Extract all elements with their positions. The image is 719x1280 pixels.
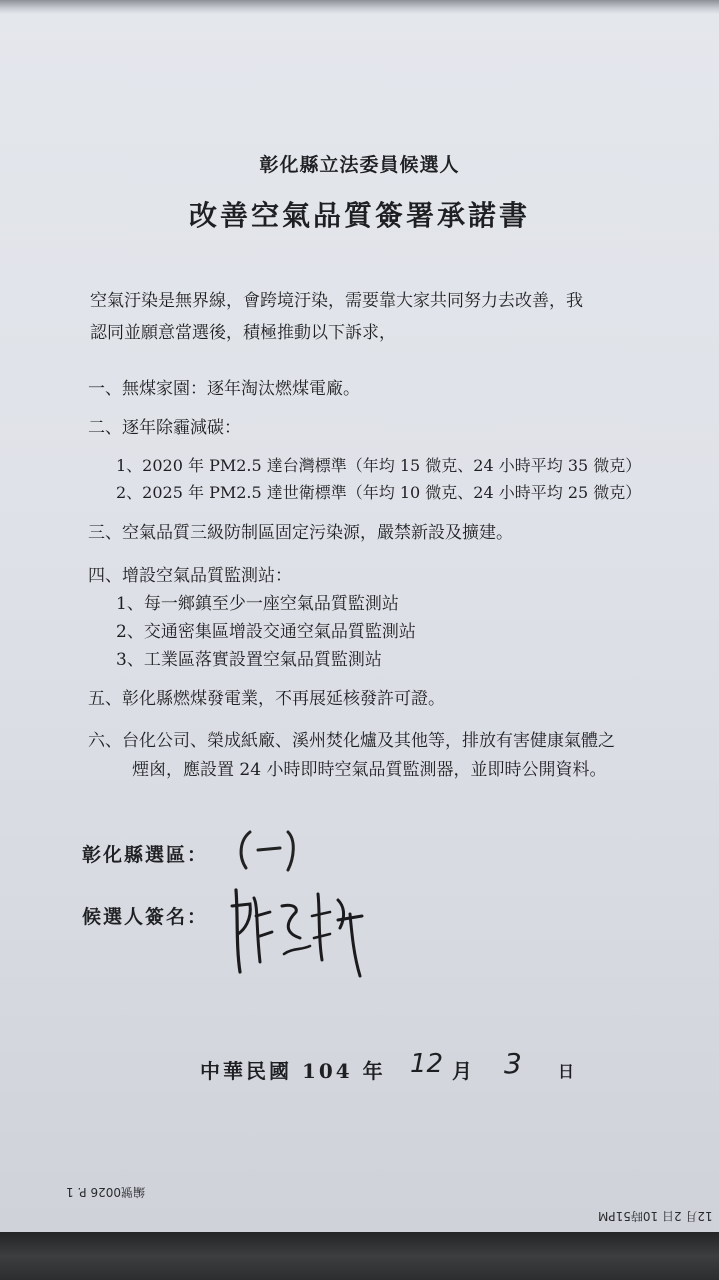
item-4: 四、增設空氣品質監測站： bbox=[88, 566, 292, 586]
district-label: 彰化縣選區： bbox=[82, 844, 209, 866]
document-title: 改善空氣品質簽署承諾書 bbox=[188, 199, 530, 232]
date-month-label: 月 bbox=[452, 1059, 475, 1083]
date-month-handwritten: 12 bbox=[410, 1049, 444, 1079]
item-4-sub-1: 1、每一鄉鎮至少一座空氣品質監測站 bbox=[116, 594, 399, 614]
item-1: 一、無煤家園：逐年淘汰燃煤電廠。 bbox=[88, 379, 360, 399]
item-5: 五、彰化縣燃煤發電業，不再展延核發許可證。 bbox=[88, 689, 445, 709]
item-2-sub-1: 1、2020 年 PM2.5 達台灣標準（年均 15 微克、24 小時平均 35 微克） bbox=[116, 456, 642, 475]
item-2-sub-2: 2、2025 年 PM2.5 達世衛標準（年均 10 微克、24 小時平均 25 微克） bbox=[116, 483, 642, 502]
date-day-handwritten: 3 bbox=[504, 1047, 522, 1080]
table-background bbox=[0, 1232, 719, 1280]
intro-line-2: 認同並願意當選後，積極推動以下訴求， bbox=[90, 323, 396, 343]
item-2: 二、逐年除霾減碳： bbox=[88, 418, 241, 438]
date-day-label: 日 bbox=[558, 1062, 578, 1081]
item-6-line-1: 六、台化公司、榮成紙廠、溪州焚化爐及其他等，排放有害健康氣體之 bbox=[88, 731, 615, 751]
document-subtitle: 彰化縣立法委員候選人 bbox=[259, 154, 460, 176]
item-4-sub-3: 3、工業區落實設置空氣品質監測站 bbox=[116, 650, 382, 670]
candidate-handwritten-signature bbox=[226, 876, 376, 986]
date-prefix: 中華民國 104 年 bbox=[200, 1059, 386, 1083]
fax-header-left: 編號0026 P. 1 bbox=[66, 1185, 145, 1199]
intro-line-1: 空氣汙染是無界線，會跨境汙染，需要靠大家共同努力去改善，我 bbox=[90, 291, 583, 311]
item-4-sub-2: 2、交通密集區增設交通空氣品質監測站 bbox=[116, 622, 416, 642]
item-3: 三、空氣品質三級防制區固定污染源，嚴禁新設及擴建。 bbox=[88, 523, 513, 543]
fax-header-right: 12月 2日 10時51PM bbox=[598, 1209, 713, 1223]
item-6-line-2: 煙囪，應設置 24 小時即時空氣品質監測器，並即時公開資料。 bbox=[132, 760, 607, 780]
signature-label: 候選人簽名： bbox=[82, 906, 209, 928]
top-edge-shadow bbox=[0, 0, 719, 14]
handwritten-district-number bbox=[232, 826, 312, 876]
